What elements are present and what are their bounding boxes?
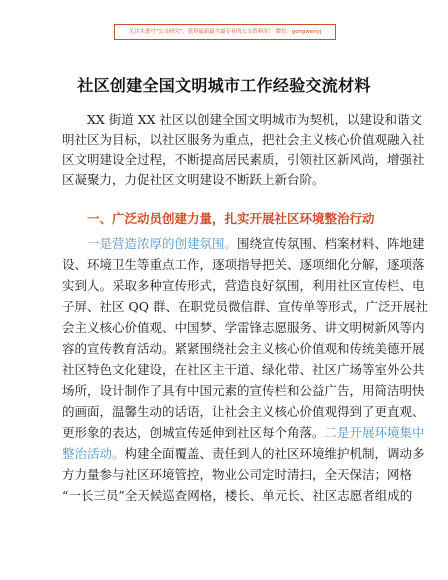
intro-line-1: XX 街道 XX 社区以创建全国文明城市为契机，以建设和谐文 xyxy=(87,112,423,127)
intro-line-4: 区凝聚力，力促社区文明建设不断跃上新台阶。 xyxy=(62,172,325,187)
para-line-10 xyxy=(62,425,425,441)
para-line-2: 设、环境卫生等重点工作，逐项指导把关、逐项细化分解，逐项落 xyxy=(62,257,425,272)
para-line-3: 实到人。采取多种宣传形式，营造良好氛围，利用社区宣传栏、电 xyxy=(62,278,425,293)
para-line-10-text: 更形象的表达，创城宣传延伸到社区每个角落。 xyxy=(62,425,325,440)
para-line-1-rest: 围绕宣传氛围、档案材料、阵地建 xyxy=(237,236,425,251)
section-heading-1: 一、广泛动员创建力量，扎实开展社区环境整治行动 xyxy=(87,211,375,226)
para-line-6: 容的宣传教育活动。紧紧围绕社会主义核心价值观和传统美德开展 xyxy=(62,341,425,356)
document-title: 社区创建全国文明城市工作经验交流材料 xyxy=(77,76,371,95)
para-line-5: 会主义核心价值观、中国梦、学雷锋志愿服务、讲文明树新风等内 xyxy=(62,320,425,335)
promo-banner: 关注头条号"公文研究"，获得最新最全最专业的公文资料库！ 微信：gongwenyj xyxy=(114,24,336,40)
para-line-12: 方力量参与社区环境管控，物业公司定时清扫，全天保洁；网格 xyxy=(62,467,413,482)
highlight-lead-2-cont: 整治活动。 xyxy=(62,446,125,461)
para-line-7: 社区特色文化建设，在社区主干道、绿化带、社区广场等室外公共 xyxy=(62,362,425,377)
para-line-11-rest: 构建全面覆盖、责任到人的社区环境维护机制，调动多 xyxy=(124,446,425,461)
para-line-8: 场所，设计制作了具有中国元素的宣传栏和公益广告，用简洁明快 xyxy=(62,383,425,398)
highlight-lead-1: 一是营造浓厚的创建氛围。 xyxy=(87,236,238,251)
intro-line-2: 明社区为目标，以社区服务为重点，把社会主义核心价值观融入社 xyxy=(62,132,425,147)
para-line-11 xyxy=(62,446,425,462)
highlight-lead-2: 二是开展环境集中 xyxy=(324,425,425,440)
para-line-9: 的画面，温馨生动的话语，让社会主义核心价值观得到了更直观、 xyxy=(62,404,425,419)
para-line-4: 子屏、社区 QQ 群、在职党员微信群、宣传单等形式，广泛开展社 xyxy=(62,299,428,314)
para-line-1 xyxy=(87,236,425,252)
para-line-13: “一长三员”全天候巡查网格，楼长、单元长、社区志愿者组成的 xyxy=(62,488,413,503)
intro-line-3: 区文明建设全过程，不断提高居民素质，引领社区新风尚，增强社 xyxy=(62,152,425,167)
